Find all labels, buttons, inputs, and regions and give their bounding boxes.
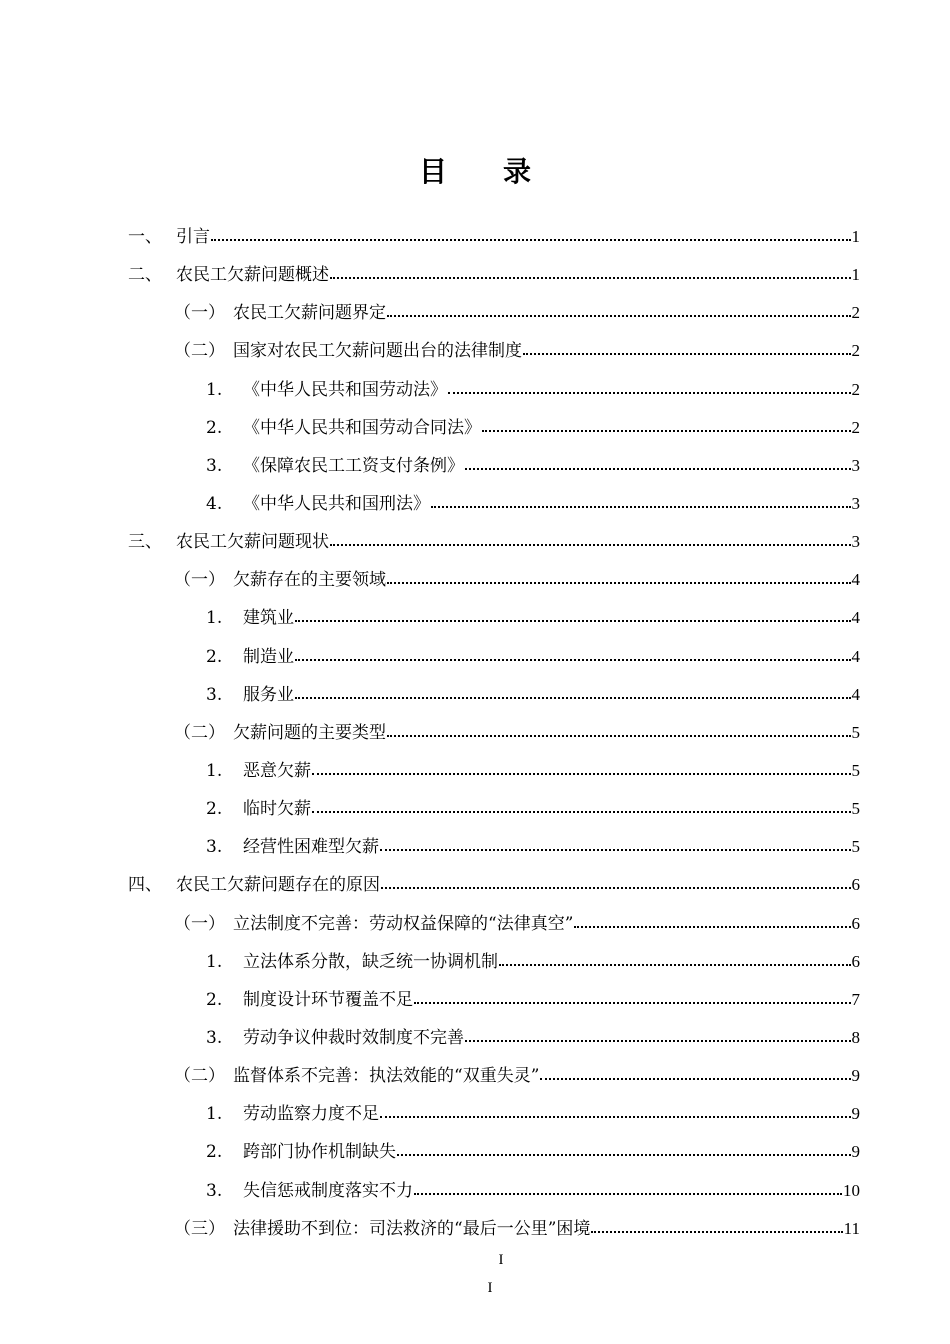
toc-entry-text: 法律援助不到位：司法救济的“最后一公里”困境 bbox=[233, 1218, 591, 1239]
toc-entry-page: 3 bbox=[851, 493, 860, 513]
toc-entry-number: 2. bbox=[206, 646, 223, 667]
toc-leader-dots bbox=[574, 924, 850, 928]
toc-entry-number: 4. bbox=[206, 493, 223, 514]
toc-entry-text: 跨部门协作机制缺失 bbox=[243, 1142, 396, 1163]
toc-entry[interactable] bbox=[128, 218, 860, 256]
toc-entry-number: 1. bbox=[206, 608, 223, 629]
toc-leader-dots bbox=[465, 466, 851, 470]
toc-entry-text: 劳动争议仲裁时效制度不完善 bbox=[243, 1027, 464, 1048]
toc-entry-page: 5 bbox=[851, 799, 860, 819]
toc-entry[interactable] bbox=[128, 256, 860, 294]
toc-leader-dots bbox=[482, 428, 851, 432]
toc-leader-dots bbox=[387, 580, 851, 584]
toc-leader-dots bbox=[499, 962, 851, 966]
toc-leader-dots bbox=[414, 1000, 851, 1004]
toc-entry-number: 1. bbox=[206, 1104, 223, 1125]
toc-entry-page: 3 bbox=[851, 532, 860, 552]
toc-entry-page: 5 bbox=[851, 760, 860, 780]
toc-entry-text: 立法制度不完善：劳动权益保障的“法律真空” bbox=[233, 913, 574, 934]
toc-entry-text: 《中华人民共和国刑法》 bbox=[243, 493, 430, 514]
toc-leader-dots bbox=[387, 733, 851, 737]
toc-entry[interactable] bbox=[128, 599, 860, 637]
toc-entry-page: 5 bbox=[851, 722, 860, 742]
toc-leader-dots bbox=[330, 542, 851, 546]
toc-entry[interactable] bbox=[128, 561, 860, 599]
toc-entry[interactable] bbox=[128, 1057, 860, 1095]
toc-entry[interactable] bbox=[128, 1095, 860, 1133]
toc-entry-page: 4 bbox=[851, 570, 860, 590]
toc-entry[interactable] bbox=[128, 828, 860, 866]
toc-leader-dots bbox=[397, 1152, 851, 1156]
toc-entry-text: 临时欠薪 bbox=[243, 799, 311, 820]
toc-entry-number: （一） bbox=[174, 913, 225, 934]
toc-leader-dots bbox=[448, 390, 851, 394]
toc-entry-number: 3. bbox=[206, 1180, 223, 1201]
toc-entry-page: 4 bbox=[851, 646, 860, 666]
toc-entry-text: 《中华人民共和国劳动合同法》 bbox=[243, 417, 481, 438]
toc-entry-number: （二） bbox=[174, 341, 225, 362]
toc-title bbox=[0, 150, 950, 190]
toc-entry-number: 2. bbox=[206, 417, 223, 438]
toc-leader-dots bbox=[295, 657, 851, 661]
toc-entry-page: 6 bbox=[851, 913, 860, 933]
toc-entry[interactable] bbox=[128, 1172, 860, 1210]
toc-entry-number: 二、 bbox=[128, 265, 162, 286]
toc-entry-page: 1 bbox=[851, 227, 860, 246]
toc-entry-text: 《保障农民工工资支付条例》 bbox=[243, 455, 464, 476]
toc-entry-text: 引言 bbox=[176, 227, 210, 247]
toc-entry-page: 1 bbox=[851, 265, 860, 285]
toc-entry-page: 2 bbox=[851, 303, 860, 323]
toc-entry-page: 5 bbox=[851, 837, 860, 857]
toc-entry[interactable] bbox=[128, 714, 860, 752]
toc-entry-number: 3. bbox=[206, 837, 223, 858]
toc-entry-page: 7 bbox=[851, 989, 860, 1009]
toc-leader-dots bbox=[295, 695, 851, 699]
toc-entry-number: 2. bbox=[206, 799, 223, 820]
toc-entry-text: 服务业 bbox=[243, 684, 294, 705]
toc-entry-text: 欠薪问题的主要类型 bbox=[233, 722, 386, 743]
toc-entry[interactable] bbox=[128, 1133, 860, 1171]
toc-entry[interactable] bbox=[128, 752, 860, 790]
toc-entry-number: （三） bbox=[174, 1218, 225, 1239]
toc-leader-dots bbox=[380, 1114, 851, 1118]
toc-entry-text: 建筑业 bbox=[243, 608, 294, 629]
toc-entry-page: 9 bbox=[851, 1104, 860, 1124]
toc-entry-text: 立法体系分散，缺乏统一协调机制 bbox=[243, 951, 498, 972]
toc-entry-page: 8 bbox=[851, 1027, 860, 1047]
toc-entry[interactable] bbox=[128, 485, 860, 523]
toc-leader-dots bbox=[465, 1038, 851, 1042]
toc-entry[interactable] bbox=[128, 943, 860, 981]
toc-entry-page: 4 bbox=[851, 608, 860, 628]
toc-entry-number: 1. bbox=[206, 951, 223, 972]
toc-entry[interactable] bbox=[128, 409, 860, 447]
toc-leader-dots bbox=[295, 618, 851, 622]
toc-entry-text: 《中华人民共和国劳动法》 bbox=[243, 379, 447, 400]
toc-entry-number: 四、 bbox=[128, 875, 162, 896]
toc-entry-text: 欠薪存在的主要领域 bbox=[233, 570, 386, 591]
toc-leader-dots bbox=[381, 885, 851, 889]
toc-entry-text: 农民工欠薪问题界定 bbox=[233, 303, 386, 324]
toc-entry-page: 6 bbox=[851, 951, 860, 971]
toc-entry[interactable] bbox=[128, 866, 860, 904]
toc-leader-dots bbox=[312, 809, 851, 813]
toc-leader-dots bbox=[380, 847, 851, 851]
toc-entry-number: （一） bbox=[174, 570, 225, 591]
toc-leader-dots bbox=[211, 237, 851, 241]
toc-entry-number: 3. bbox=[206, 684, 223, 705]
toc-entry-number: （二） bbox=[174, 1066, 225, 1087]
toc-leader-dots bbox=[330, 275, 851, 279]
toc-entry[interactable] bbox=[128, 332, 860, 370]
toc-entry-text: 监督体系不完善：执法效能的“双重失灵” bbox=[233, 1066, 540, 1087]
toc-entry-text: 国家对农民工欠薪问题出台的法律制度 bbox=[233, 341, 522, 362]
toc-entry-text: 制造业 bbox=[243, 646, 294, 667]
toc-entry[interactable] bbox=[128, 905, 860, 943]
toc-entry-text: 劳动监察力度不足 bbox=[243, 1104, 379, 1125]
toc-entry-page: 3 bbox=[851, 455, 860, 475]
toc-entry-text: 制度设计环节覆盖不足 bbox=[243, 989, 413, 1010]
toc-entry[interactable] bbox=[128, 371, 860, 409]
toc-entry-text: 失信惩戒制度落实不力 bbox=[243, 1180, 413, 1201]
toc-leader-dots bbox=[387, 313, 851, 317]
toc-entry-number: 1. bbox=[206, 760, 223, 781]
toc-entry-text: 恶意欠薪 bbox=[243, 760, 311, 781]
toc-entry[interactable] bbox=[128, 1210, 860, 1248]
toc-leader-dots bbox=[523, 351, 851, 355]
toc-leader-dots bbox=[591, 1229, 842, 1233]
toc-entry-number: 3. bbox=[206, 1027, 223, 1048]
toc-entry[interactable] bbox=[128, 981, 860, 1019]
toc-entry-text: 农民工欠薪问题现状 bbox=[176, 532, 329, 553]
toc-entry-number: 2. bbox=[206, 989, 223, 1010]
toc-entry[interactable] bbox=[128, 294, 860, 332]
toc-entry-text: 农民工欠薪问题存在的原因 bbox=[176, 875, 380, 896]
toc-entry-number: 2. bbox=[206, 1142, 223, 1163]
toc-entry-page: 9 bbox=[851, 1142, 860, 1162]
toc-entry[interactable] bbox=[128, 676, 860, 714]
toc-title-left: 目 bbox=[418, 155, 447, 188]
toc-entry-number: 1. bbox=[206, 379, 223, 400]
toc-entry-page: 11 bbox=[843, 1218, 860, 1238]
toc-entry-page: 2 bbox=[851, 417, 860, 437]
toc-entry-page: 9 bbox=[851, 1066, 860, 1086]
toc-entry[interactable] bbox=[128, 447, 860, 485]
toc-entry-page: 6 bbox=[851, 875, 860, 895]
toc-entry-number: 一、 bbox=[128, 227, 162, 247]
toc-leader-dots bbox=[414, 1191, 842, 1195]
toc-entry-text: 经营性困难型欠薪 bbox=[243, 837, 379, 858]
toc-title-right: 录 bbox=[503, 155, 532, 188]
toc-entry-number: （一） bbox=[174, 303, 225, 324]
toc-entry-page: 2 bbox=[851, 379, 860, 399]
toc-entry-number: 3. bbox=[206, 455, 223, 476]
toc-entry[interactable] bbox=[128, 523, 860, 561]
toc-entry-text: 农民工欠薪问题概述 bbox=[176, 265, 329, 286]
toc-entry-page: 2 bbox=[851, 341, 860, 361]
toc-leader-dots bbox=[312, 771, 851, 775]
toc-entry[interactable] bbox=[128, 638, 860, 676]
toc-entry-page: 4 bbox=[851, 684, 860, 704]
toc-entry-number: 三、 bbox=[128, 532, 162, 553]
toc-entry-page: 10 bbox=[843, 1180, 860, 1200]
toc-leader-dots bbox=[431, 504, 851, 508]
footer-page-number-secondary: I bbox=[487, 1280, 493, 1296]
toc-entry[interactable] bbox=[128, 790, 860, 828]
toc-entry[interactable] bbox=[128, 1019, 860, 1057]
footer-page-number: I bbox=[498, 1252, 504, 1268]
toc-entry-number: （二） bbox=[174, 722, 225, 743]
table-of-contents bbox=[128, 218, 860, 1248]
toc-leader-dots bbox=[540, 1076, 850, 1080]
